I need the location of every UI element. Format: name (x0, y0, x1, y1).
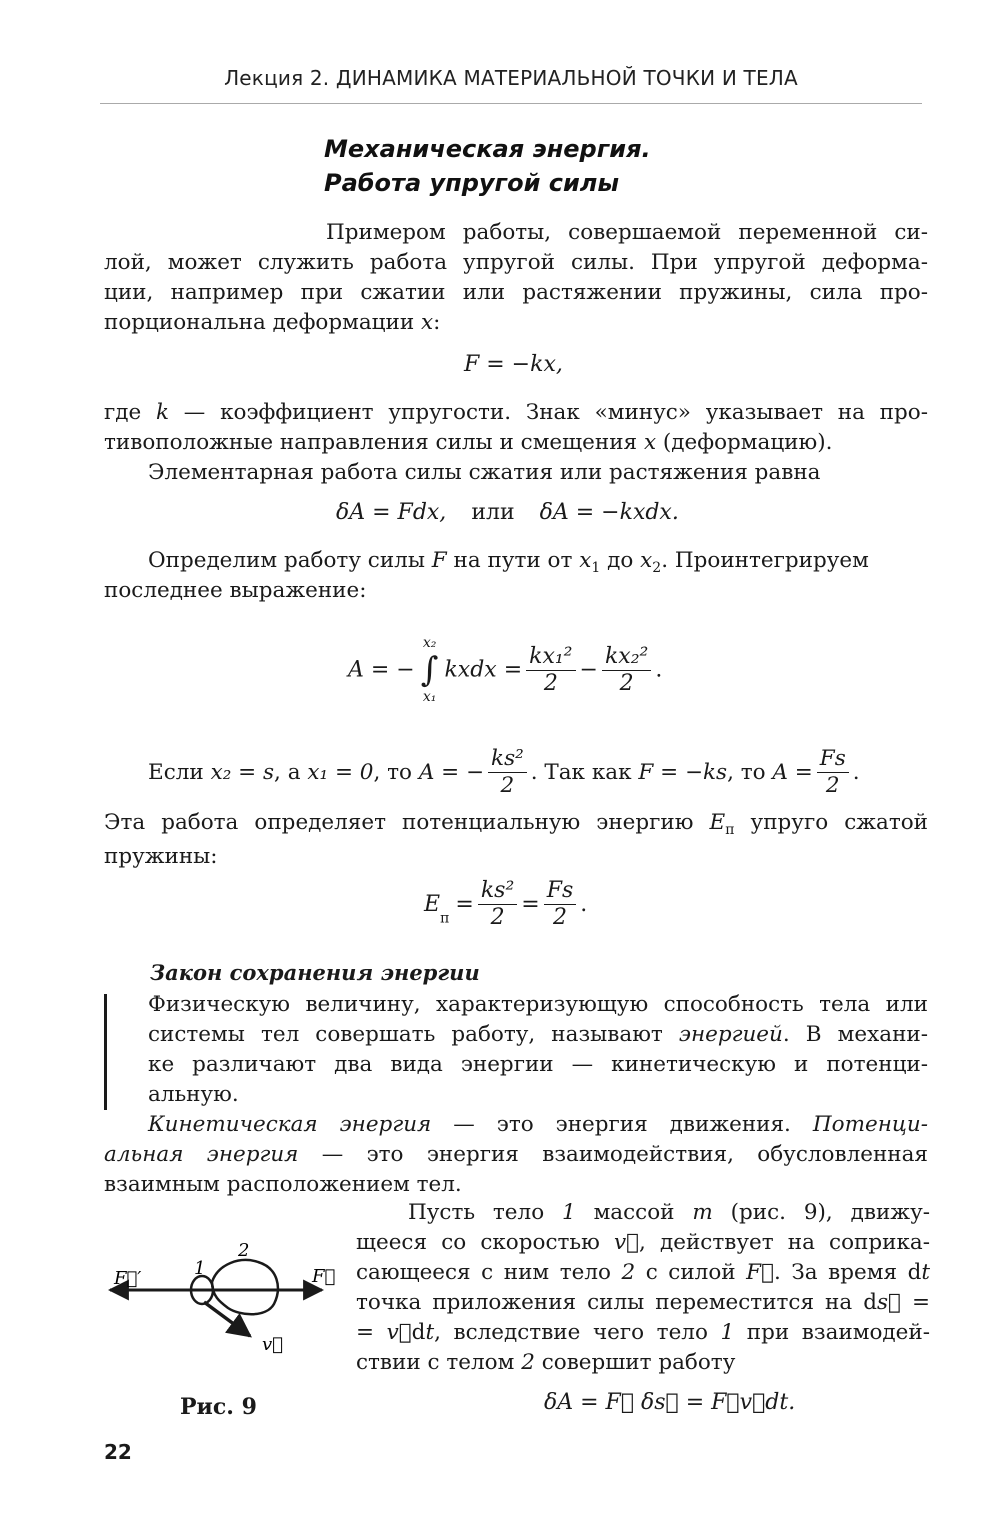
label-body-2: 2 (238, 1240, 250, 1261)
label-velocity: v⃗ (262, 1334, 283, 1355)
fraction-denominator: 2 (490, 905, 505, 930)
emphasis: Кинетическая энергия (148, 1112, 432, 1137)
formula-hooke: F = −kx, (464, 352, 563, 377)
text-line (104, 308, 928, 338)
text-span: — это энергия движения. (431, 1112, 813, 1137)
fraction-denominator: 2 (619, 670, 634, 696)
fraction (488, 746, 527, 799)
text-span: Эта работа определяет потенциальную энергию (104, 810, 710, 835)
subsection-title: Закон сохранения энергии (150, 960, 480, 985)
variable: 1 (562, 1200, 576, 1225)
text-line: Физическую величину, характеризующую способность тела или (148, 992, 928, 1017)
text-line (356, 1198, 930, 1228)
text-line (104, 428, 928, 458)
text-line: ции, например при сжатии или растяжении пружины, сила про- (104, 280, 928, 305)
fraction (526, 644, 575, 697)
subscript: п (725, 822, 735, 838)
formula-part: δA = −kxdx. (539, 500, 679, 525)
text-line: Примером работы, совершаемой переменной си- (326, 220, 928, 245)
margin-bar (104, 994, 107, 1110)
variable: x (643, 430, 657, 455)
text-span: Определим работу силы (148, 548, 432, 573)
text-line (104, 398, 928, 428)
emphasis: энергией (678, 1022, 783, 1047)
text-span: точка приложения силы переместится на d (356, 1290, 877, 1315)
label-f-prime: F⃗′ (114, 1268, 142, 1289)
paragraph-4 (104, 546, 928, 606)
formula-part: kxdx = (444, 657, 523, 683)
paragraph-2 (104, 398, 928, 488)
text-span: на пути от (446, 548, 580, 573)
formula-part: E (424, 892, 441, 917)
formula-part: − (579, 657, 598, 683)
formula-part: A = (772, 760, 813, 785)
text-span: ствии с телом (356, 1350, 522, 1375)
subscript: п (440, 910, 450, 927)
formula-part: x₂ = s (210, 760, 275, 785)
integral-lower-limit: x₁ (422, 689, 437, 705)
fraction (602, 644, 651, 697)
fraction-numerator: Fs (544, 878, 577, 905)
fraction-denominator: 2 (500, 773, 515, 798)
text-span: — коэффициент упругости. Знак «минус» указывает на про- (169, 400, 928, 425)
text-span: . В механи- (782, 1022, 928, 1047)
text-span: , то (727, 760, 773, 785)
formula-part: A = − (348, 657, 415, 683)
formula-work: δA = F⃗ δs⃗ = F⃗v⃗dt. (544, 1390, 796, 1415)
text-line (104, 808, 928, 838)
formula-word: или (471, 500, 515, 525)
text-span: . Проинтегрируем (661, 548, 869, 573)
text-span: массой (575, 1200, 693, 1225)
text-line (356, 1258, 930, 1288)
text-span: . Так как (530, 760, 639, 785)
variable: x (421, 310, 434, 335)
text-span: при взаимодей- (734, 1320, 930, 1345)
variable: 2 (521, 1350, 535, 1375)
fraction-numerator: ks² (478, 878, 517, 905)
page-number: 22 (104, 1440, 132, 1464)
paragraph-9 (356, 1198, 930, 1378)
text-span: (деформацию). (656, 430, 833, 455)
figure-caption: Рис. 9 (180, 1394, 257, 1420)
variable: F (431, 548, 447, 573)
formula-potential-energy (424, 878, 587, 931)
section-title-line-2: Работа упругой силы (324, 169, 620, 197)
body-2-shape (212, 1260, 278, 1314)
variable: v⃗ (613, 1230, 640, 1255)
header-rule (100, 103, 922, 104)
variable: x (579, 548, 592, 573)
variable: x (640, 548, 653, 573)
paragraph-7 (148, 990, 928, 1110)
text-line (356, 1288, 930, 1318)
section-title-line-1: Механическая энергия. (324, 135, 651, 163)
paragraph-5 (148, 746, 860, 799)
text-span: , действует на соприка- (639, 1230, 930, 1255)
paragraph-1 (104, 218, 928, 338)
formula-part: = (455, 892, 474, 917)
text-span: Пусть тело (408, 1200, 563, 1225)
text-span: упруго сжатой (734, 810, 928, 835)
text-span: (рис. 9), движу- (712, 1200, 930, 1225)
fraction (544, 878, 577, 931)
formula-elementary-work (336, 500, 679, 525)
text-span: где (104, 400, 156, 425)
formula-part: F = −ks (638, 760, 728, 785)
fraction (817, 746, 849, 799)
fraction (478, 878, 517, 931)
figure-9-diagram (100, 1234, 350, 1374)
fraction-denominator: 2 (825, 773, 840, 798)
formula-integral (348, 634, 662, 706)
subscript: 1 (591, 560, 601, 576)
formula-part: δA = Fdx, (336, 500, 447, 525)
variable: k (156, 400, 170, 425)
fraction-denominator: 2 (543, 670, 558, 696)
text-span: d (411, 1320, 426, 1345)
text-line (104, 1110, 928, 1140)
text-span: : (433, 310, 441, 335)
formula-part: x₁ = 0 (307, 760, 374, 785)
text-span: , то (373, 760, 419, 785)
text-line: Элементарная работа силы сжатия или растяжения равна (148, 460, 821, 485)
fraction-numerator: Fs (817, 746, 849, 773)
text-span: Если (148, 760, 211, 785)
text-line (356, 1228, 930, 1258)
text-line (356, 1348, 930, 1378)
integral-symbol: ∫ (420, 650, 439, 690)
formula-part: . (655, 657, 663, 683)
paragraph-6 (104, 808, 928, 872)
formula-part: . (580, 892, 588, 917)
variable: s⃗ (877, 1290, 901, 1315)
paragraph-8 (104, 1110, 928, 1200)
text-line: пружины: (104, 844, 218, 869)
variable: F⃗ (746, 1260, 774, 1285)
text-span: щееся со скоростью (356, 1230, 614, 1255)
text-line: альную. (148, 1082, 239, 1107)
text-line: ке различают два вида энергии — кинетическую и потенци- (148, 1052, 928, 1077)
text-line (104, 1140, 928, 1170)
text-span: = (900, 1290, 930, 1315)
label-f: F⃗ (312, 1266, 336, 1287)
text-span: порциональна деформации (104, 310, 421, 335)
running-header: Лекция 2. ДИНАМИКА МАТЕРИАЛЬНОЙ ТОЧКИ И ТЕЛА (224, 66, 798, 90)
variable: 2 (621, 1260, 636, 1285)
text-line (356, 1318, 930, 1348)
section-title (324, 132, 651, 200)
text-span: системы тел совершать работу, называют (148, 1022, 679, 1047)
text-span: до (600, 548, 641, 573)
fraction-numerator: kx₁² (526, 644, 575, 671)
fraction-numerator: kx₂² (602, 644, 651, 671)
fraction-denominator: 2 (553, 905, 568, 930)
text-line: лой, может служить работа упругой силы. При упругой деформа- (104, 250, 928, 275)
variable: E (709, 810, 726, 835)
formula-part: = (521, 892, 540, 917)
text-span: — это энергия взаимодействия, обусловленная (298, 1142, 928, 1167)
text-line: взаимным расположением тел. (104, 1172, 462, 1197)
text-line (104, 546, 928, 576)
text-span: тивоположные направления силы и смещения (104, 430, 644, 455)
variable: t (921, 1260, 930, 1285)
variable: v⃗ (386, 1320, 412, 1345)
text-span: , а (274, 760, 308, 785)
label-body-1: 1 (194, 1258, 206, 1279)
subscript: 2 (652, 560, 662, 576)
text-span: , вследствие чего тело (434, 1320, 721, 1345)
variable: m (692, 1200, 713, 1225)
integral-upper-limit: x₂ (422, 635, 437, 651)
emphasis: альная энергия (104, 1142, 299, 1167)
figure-9 (100, 1234, 350, 1378)
variable: t (425, 1320, 435, 1345)
text-span: = (356, 1320, 387, 1345)
text-span: сающееся с ним тело (356, 1260, 622, 1285)
variable: 1 (720, 1320, 735, 1345)
text-span: . За время d (773, 1260, 922, 1285)
text-span: совершит работу (534, 1350, 736, 1375)
integral-sign (421, 634, 439, 706)
text-line (148, 1020, 928, 1050)
text-line: последнее выражение: (104, 578, 367, 603)
text-span: с силой (635, 1260, 747, 1285)
emphasis: Потенци- (812, 1112, 928, 1137)
formula-part: A = − (418, 760, 485, 785)
fraction-numerator: ks² (488, 746, 527, 773)
text-span: . (852, 760, 860, 785)
